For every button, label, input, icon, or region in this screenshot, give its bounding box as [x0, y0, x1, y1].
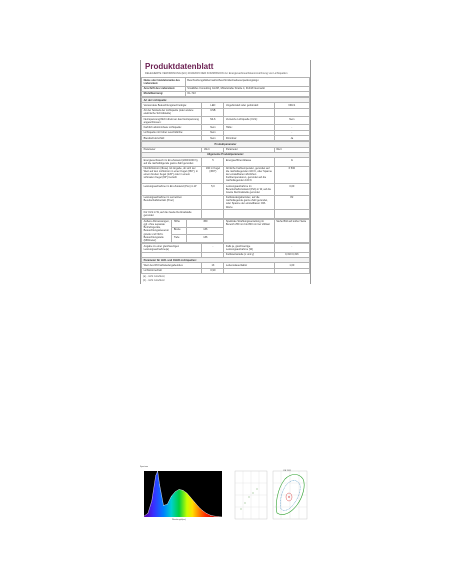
product-param-cell: Ähnliche Farbtemperatur, gerundet auf die nächstliegenden 100 K, oder Spanne der einstellbaren ähnlichen Farbtemperaturen, gerundet auf die nächstliegenden 100 K: [224, 166, 274, 184]
light-source-cell: [274, 108, 309, 116]
light-source-row: [142, 136, 310, 141]
spectrum-point: [148, 513, 149, 514]
light-source-cell: Blendschutzschild:: [142, 136, 202, 141]
spectrum-point: [179, 489, 180, 490]
footnote-b: (b) - nicht zutreffend: [143, 278, 165, 282]
product-param-row: [142, 195, 310, 210]
product-datasheet: [140, 60, 311, 284]
survival-factor-value: 1,00: [274, 263, 309, 268]
light-source-cell: Nein: [202, 130, 224, 135]
width-label: Breite: [172, 227, 187, 235]
spectrum-xlabel: Wavelength(nm): [172, 519, 186, 521]
spectrum-point: [183, 490, 184, 491]
product-param-cell: 5: [202, 158, 224, 166]
equivalent-power-value: -: [202, 244, 224, 252]
spectrum-point: [157, 471, 158, 472]
spectrum-charts: [138, 467, 313, 525]
light-source-cell: USB: [202, 108, 224, 116]
spectrum-point: [152, 501, 153, 502]
spectrum-point: [214, 516, 215, 517]
chromaticity-label: Farbwertanteile (x und y): [224, 252, 274, 257]
light-source-cell: Farblich abstimmbare Lichtquelle:: [142, 125, 202, 130]
model-value: OL-722: [185, 91, 309, 96]
dimensions-label: Äußere Abmessungen, ggf. ohne separate Betriebsgeräte, Beleuchtungssteuerungsteile und Nicht-Beleuchtungsteile (Millimeter): [142, 219, 172, 243]
dimensions-table: [141, 219, 310, 244]
cls-note-value: [202, 210, 224, 218]
spectrum-point: [191, 497, 192, 498]
footnote-a: (a) - nicht zutreffend,: [143, 275, 166, 279]
product-param-cell: Nutzlichtstrom (Φuse) mit Angabe, ob sich der Wert auf den Lichtstrom in einer Kugel (360°), in einem breiten Kegel (120°) oder in einem schmalen Kegel (90°) bezieht: [142, 166, 202, 184]
cls-note-spacer: [224, 210, 274, 218]
page-title: Produktdatenblatt: [145, 62, 214, 71]
supplier-address-label: Anschrift des Lieferanten:: [142, 86, 186, 91]
spectrum-point: [171, 496, 172, 497]
height-label: Höhe: [172, 219, 187, 227]
light-source-cell: MLS: [202, 117, 224, 125]
product-param-row: [142, 158, 310, 166]
supplier-table: [141, 77, 310, 97]
lumen-maintenance-value: 0,90: [202, 268, 224, 273]
light-source-cell: Nein: [202, 136, 224, 141]
spectrum-point: [155, 475, 156, 476]
product-param-cell: [202, 195, 224, 210]
claims-table: [141, 243, 310, 274]
cie-diagram: [229, 467, 313, 525]
survival-factor-label: Lebensdauerfaktor: [224, 263, 274, 268]
product-param-cell: 6 500: [274, 166, 309, 184]
product-param-cell: Leistungsaufnahme im Bereitschaftszustand (Psb) in W, auf die zweite Dezimalstelle gerundet: [224, 184, 274, 195]
footnotes: [141, 274, 310, 284]
product-params-heading: Produktparameter: [142, 142, 310, 147]
led-params-heading: Parameter für LED- und OLED-Lichtquellen:: [142, 258, 310, 263]
light-source-row: [142, 117, 310, 125]
light-source-table: [141, 97, 310, 141]
supplier-name-label: Name oder Handelsmarke des Lieferanten:: [142, 78, 186, 86]
light-source-cell: Lichtquelle mit hoher Leuchtdichte:: [142, 130, 202, 135]
header-parameter-2: Parameter: [224, 147, 274, 152]
chromaticity-value: 0,310 0,316: [274, 252, 309, 257]
equivalent-power-w-label: Falls ja, gleichwertige Leistungsaufnahme (W): [224, 244, 274, 252]
lumen-spacer-2: [274, 268, 309, 273]
light-source-cell: Art der Sockels der Lichtquelle (oder andere elektrische Schnittstelle): [142, 108, 202, 116]
spectrum-point: [202, 510, 203, 511]
product-param-cell: Farbwiedergabeindex, auf die nächstliegende ganze Zahl gerundet, oder Spanne der einstellbaren CRI-Werte: [224, 195, 274, 210]
spectrum-chart: [138, 467, 226, 525]
spectrum-point: [198, 507, 199, 508]
light-source-cell: Hülle:: [224, 125, 274, 130]
header-value-1: Wert: [202, 147, 224, 152]
light-source-cell: -: [274, 130, 309, 135]
lumen-spacer: [224, 268, 274, 273]
light-source-cell: [224, 108, 274, 116]
product-param-cell: Energieeffizienzklasse: [224, 158, 274, 166]
light-source-cell: Ungebündelt oder gebündelt:: [224, 103, 274, 108]
general-params-heading: Allgemeine Produktparameter:: [142, 152, 310, 157]
product-param-cell: 0,00: [274, 184, 309, 195]
depth-label: Tiefe: [172, 235, 187, 243]
product-param-cell: Leistungsaufnahme im vernetzten Bereitschaftsbetrieb (Pnet): [142, 195, 202, 210]
light-source-heading: Art der Lichtquelle:: [142, 98, 310, 103]
light-source-cell: LED: [202, 103, 224, 108]
spectrum-point: [144, 516, 145, 517]
light-source-cell: -: [274, 125, 309, 130]
light-source-cell: Nein: [274, 117, 309, 125]
supplier-name-value: Beschreibungsbildermatrix2/leuchtmittelmarkeverpackungslogo: [185, 78, 309, 86]
supplier-address-value: SmallMes Consulting GmbH, Mittelstraße Straße 4, 91443 Neumarkt: [185, 86, 309, 91]
product-params-table: [141, 141, 310, 218]
header-parameter-1: Parameter: [142, 147, 202, 152]
light-source-cell: Dimmbar:: [224, 136, 274, 141]
model-label: Modellkennung:: [142, 91, 186, 96]
light-source-cell: Netzspannung/Nicht direkt an das Netzspannung angeschlossen:: [142, 117, 202, 125]
width-value: 136: [187, 227, 224, 235]
lumen-maintenance-label: Lichtstromerhalt: [142, 268, 202, 273]
spectrum-point: [222, 517, 223, 518]
equivalent-power-w-value: -: [274, 244, 309, 252]
spectrum-plot: [138, 467, 226, 525]
equivalent-power-label: Angabe zu einer gleichwertigen Leistungsaufnahme(a): [142, 244, 202, 252]
regulation-intro: DELEGIERTE VERORDNUNG (EU) 2019/2015 DER KOMMISSION zur Energieverbrauchskennzeichnung von Lichtquellen: [145, 72, 288, 75]
product-param-cell: 5,0: [202, 184, 224, 195]
spectrum-point: [167, 504, 168, 505]
header-value-2: Wert: [274, 147, 309, 152]
depth-value: 136: [187, 235, 224, 243]
product-param-cell: 160 in Kugel (360°): [202, 166, 224, 184]
spectrum-point: [210, 515, 211, 516]
spectrum-value: Siehe Bild auf letzter Seite: [274, 219, 309, 243]
light-source-cell: Ja: [274, 136, 309, 141]
cie-chart: [229, 467, 313, 525]
product-param-cell: 82: [274, 195, 309, 210]
spectrum-point: [194, 502, 195, 503]
spectrum-point: [175, 491, 176, 492]
spectrum-point: [163, 505, 164, 506]
light-source-cell: Vernetzte Lichtquelle (CLS):: [224, 117, 274, 125]
product-param-row: [142, 184, 310, 195]
r9-value: 13: [202, 263, 224, 268]
height-value: 450: [187, 219, 224, 227]
product-param-cell: Leistungsaufnahme im Ein-Zustand (Pon) in W: [142, 184, 202, 195]
light-source-cell: Nein: [202, 125, 224, 130]
product-param-cell: G: [274, 158, 309, 166]
spectrum-label: Spektrale Strahlungsverteilung im Bereich 250 nm bis 800 nm bei Volllast: [224, 219, 274, 243]
product-param-cell: Energieverbrauch im Ein-Zustand (kWh/1000 h), auf die nächstfolgende ganze Zahl gerundet: [142, 158, 202, 166]
cls-note: Für CLS in W, auf die zweite Dezimalstelle gerundet: [142, 210, 202, 218]
light-source-cell: Verwendete Beleuchtungstechnologie:: [142, 103, 202, 108]
spectrum-chart-title: Spectrum: [140, 466, 149, 468]
spectrum-point: [187, 493, 188, 494]
spectrum-point: [206, 513, 207, 514]
light-source-cell: NDLS: [274, 103, 309, 108]
spectrum-point: [159, 485, 160, 486]
spectrum-point: [218, 516, 219, 517]
cie-chart-title: CIE 1931: [283, 470, 291, 472]
product-param-row: [142, 166, 310, 184]
r9-label: Wert des R9 Farbwiedergabeindex: [142, 263, 202, 268]
cls-note-spacer-2: [274, 210, 309, 218]
light-source-row: [142, 108, 310, 116]
